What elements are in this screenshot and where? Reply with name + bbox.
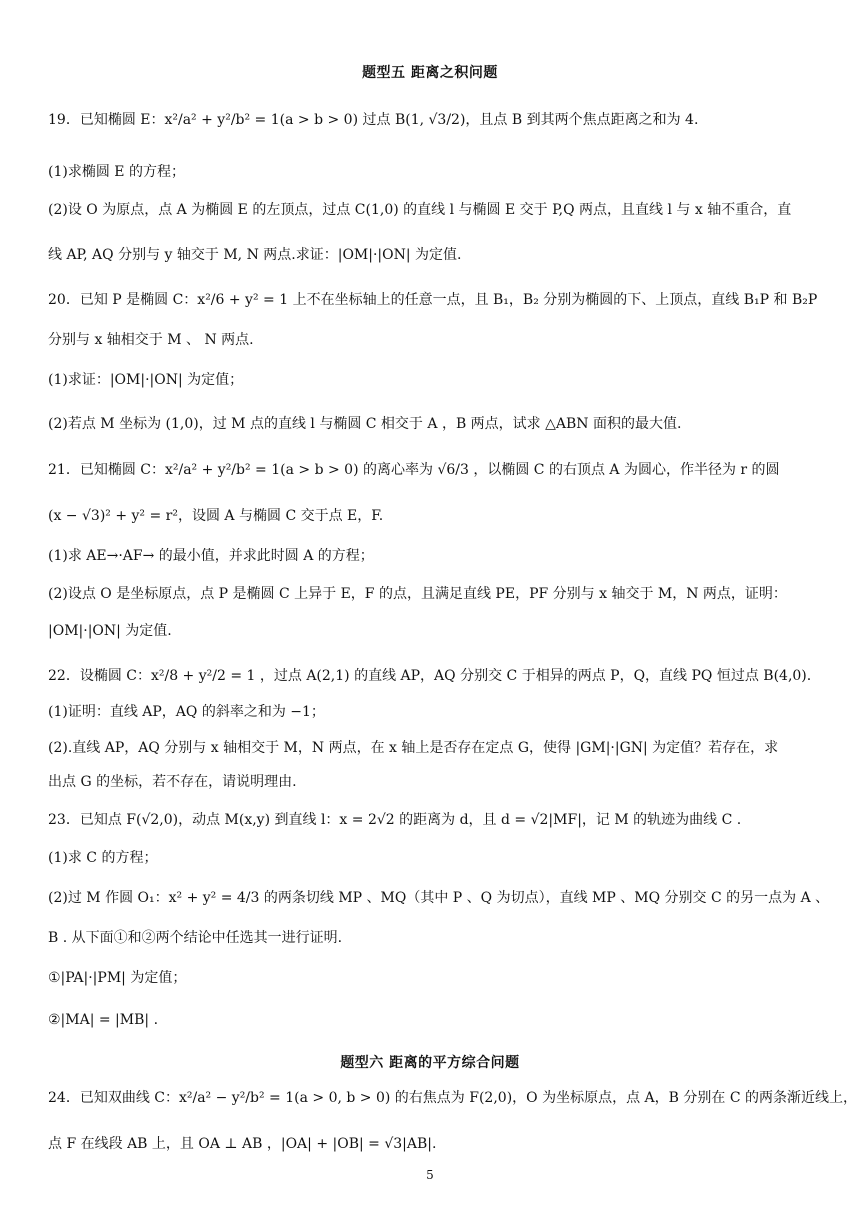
problem-22-part-2-line-1: (2).直线 AP，AQ 分别与 x 轴相交于 M，N 两点，在 x 轴上是否存在定点 G，使得 |GM|·|GN| 为定值？若存在，求	[48, 740, 779, 756]
section-heading-5: 题型五 距离之积问题	[362, 65, 498, 81]
problem-22-line-1: 22．设椭圆 C：x²/8 + y²/2 = 1 ，过点 A(2,1) 的直线 AP，AQ 分别交 C 于相异的两点 P，Q，直线 PQ 恒过点 B(4,0).	[48, 668, 812, 684]
problem-20-part-1: (1)求证：|OM|·|ON| 为定值；	[48, 372, 244, 388]
problem-23-line-1: 23．已知点 F(√2,0)，动点 M(x,y) 到直线 l：x = 2√2 的距离为 d，且 d = √2|MF|，记 M 的轨迹为曲线 C .	[48, 812, 742, 828]
problem-21-part-2-line-1: (2)设点 O 是坐标原点，点 P 是椭圆 C 上异于 E，F 的点，且满足直线 PE，PF 分别与 x 轴交于 M，N 两点，证明：	[48, 586, 787, 602]
problem-19-part-1: (1)求椭圆 E 的方程；	[48, 164, 185, 180]
problem-24-line-1: 24．已知双曲线 C：x²/a² − y²/b² = 1(a > 0, b > 0) 的右焦点为 F(2,0)，O 为坐标原点，点 A，B 分别在 C 的两条渐近线上，	[48, 1090, 857, 1106]
problem-20-part-2: (2)若点 M 坐标为 (1,0)，过 M 点的直线 l 与椭圆 C 相交于 A ，B 两点，试求 △ABN 面积的最大值.	[48, 416, 682, 432]
problem-21-part-2-line-2: |OM|·|ON| 为定值.	[48, 623, 172, 639]
problem-22-part-2-line-2: 出点 G 的坐标，若不存在，请说明理由.	[48, 774, 297, 790]
page-number: 5	[426, 1168, 434, 1182]
problem-19-part-2-line-1: (2)设 O 为原点，点 A 为椭圆 E 的左顶点，过点 C(1,0) 的直线 l 与椭圆 E 交于 P,Q 两点，且直线 l 与 x 轴不重合，直	[48, 202, 792, 218]
problem-21-part-1: (1)求 AE→·AF→ 的最小值，并求此时圆 A 的方程；	[48, 548, 374, 564]
problem-19-part-2-line-2: 线 AP, AQ 分别与 y 轴交于 M, N 两点.求证：|OM|·|ON| 为定值.	[48, 247, 462, 263]
problem-20-line-2: 分别与 x 轴相交于 M 、 N 两点.	[48, 332, 254, 348]
problem-20-line-1: 20．已知 P 是椭圆 C：x²/6 + y² = 1 上不在坐标轴上的任意一点，且 B₁，B₂ 分别为椭圆的下、上顶点，直线 B₁P 和 B₂P	[48, 292, 818, 308]
problem-23-part-2-line-1: (2)过 M 作圆 O₁：x² + y² = 4/3 的两条切线 MP 、MQ（其中 P 、Q 为切点），直线 MP 、MQ 分别交 C 的另一点为 A 、	[48, 890, 830, 906]
problem-22-part-1: (1)证明：直线 AP，AQ 的斜率之和为 −1；	[48, 704, 325, 720]
problem-21-line-1: 21．已知椭圆 C：x²/a² + y²/b² = 1(a > b > 0) 的离心率为 √6/3 ，以椭圆 C 的右顶点 A 为圆心，作半径为 r 的圆	[48, 462, 780, 478]
problem-23-option-2: ②|MA| = |MB| .	[48, 1012, 159, 1028]
problem-19-line-1: 19．已知椭圆 E：x²/a² + y²/b² = 1(a > b > 0) 过点 B(1, √3/2)，且点 B 到其两个焦点距离之和为 4.	[48, 112, 699, 128]
problem-23-option-1: ①|PA|·|PM| 为定值；	[48, 970, 187, 986]
problem-23-part-1: (1)求 C 的方程；	[48, 850, 158, 866]
problem-24-line-2: 点 F 在线段 AB 上，且 OA ⊥ AB ，|OA| + |OB| = √3|AB|.	[48, 1136, 437, 1152]
problem-21-line-2: (x − √3)² + y² = r²，设圆 A 与椭圆 C 交于点 E，F.	[48, 508, 384, 524]
problem-23-part-2-line-2: B . 从下面①和②两个结论中任选其一进行证明.	[48, 930, 343, 946]
section-heading-6: 题型六 距离的平方综合问题	[340, 1055, 520, 1071]
